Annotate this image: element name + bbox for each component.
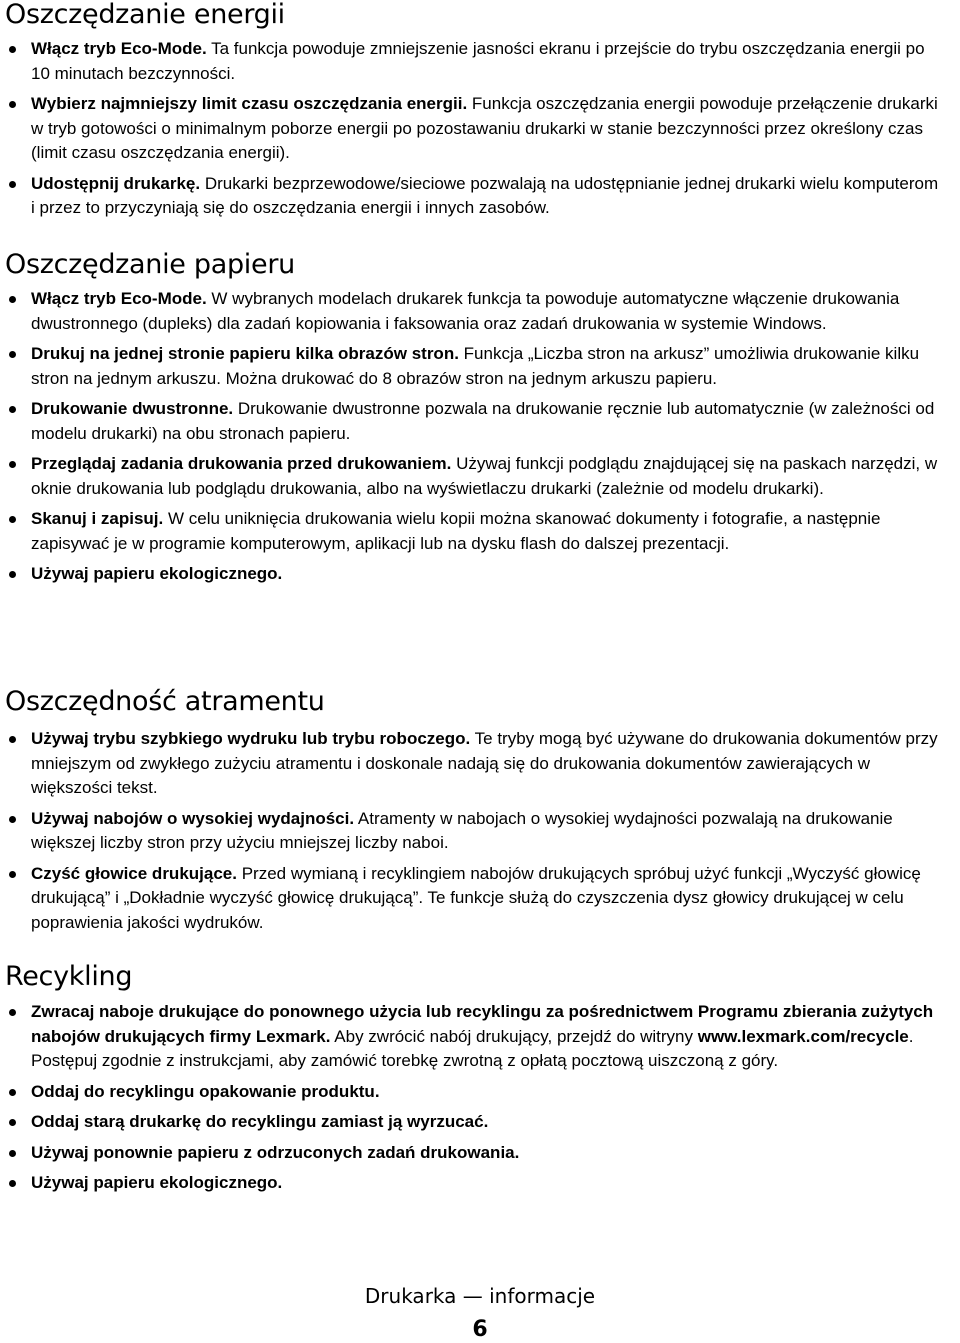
list-item: Zwracaj naboje drukujące do ponownego użycia lub recyklingu za pośrednictwem Programu zbierania zużytych nabojów drukujących firmy Lexmark. Aby zwrócić nabój drukujący, przejdź do witryny www.lexmark.com/recycle. Postępuj zgodnie z instrukcjami, aby zamówić torebkę zwrotną z opłatą pocztową uiszczoną z góry. [0, 1000, 960, 1074]
list-item: Drukowanie dwustronne. Drukowanie dwustronne pozwala na drukowanie ręcznie lub automatycznie (w zależności od modelu drukarki) na obu stronach papieru. [0, 397, 960, 446]
list-item: Używaj ponownie papieru z odrzuconych zadań drukowania. [0, 1141, 960, 1166]
footer-chapter-title: Drukarka — informacje [364, 1284, 596, 1308]
list-item: Używaj papieru ekologicznego. [0, 562, 960, 587]
recycle-url: www.lexmark.com/recycle [697, 1026, 909, 1046]
list-item: Przeglądaj zadania drukowania przed drukowaniem. Używaj funkcji podglądu znajdującej się na paskach narzędzi, w oknie drukowania lub podglądu drukowania, albo na wyświetlaczu drukarki (zależnie od modelu drukarki). [0, 452, 960, 501]
section-title-energy: Oszczędzanie energii [5, 0, 285, 30]
list-item: Używaj trybu szybkiego wydruku lub trybu roboczego. Te tryby mogą być używane do drukowania dokumentów przy mniejszym od zwykłego zużyciu atramentu i doskonale nadają się do drukowania dokumentów zawierających w większości tekst. [0, 727, 960, 801]
list-item: Udostępnij drukarkę. Drukarki bezprzewodowe/sieciowe pozwalają na udostępnianie jednej drukarki wielu komputerom i przez to przyczyniają się do oszczędzania energii i innych zasobów. [0, 172, 960, 221]
section-title-paper: Oszczędzanie papieru [5, 249, 295, 280]
list-item: Skanuj i zapisuj. W celu uniknięcia drukowania wielu kopii można skanować dokumenty i fotografie, a następnie zapisywać je w programie komputerowym, aplikacji lub na dysku flash do dalszej prezentacji. [0, 507, 960, 556]
ink-list [0, 727, 960, 935]
list-item: Czyść głowice drukujące. Przed wymianą i recyklingiem nabojów drukujących spróbuj użyć funkcji „Wyczyść głowicę drukującą” i „Dokładnie wyczyść głowicę drukującą”. Te funkcje służą do czyszczenia dysz głowicy drukującej w celu poprawienia jakości wydruków. [0, 862, 960, 936]
energy-list [0, 37, 960, 221]
list-item: Oddaj starą drukarkę do recyklingu zamiast ją wyrzucać. [0, 1110, 960, 1135]
list-item: Wybierz najmniejszy limit czasu oszczędzania energii. Funkcja oszczędzania energii powoduje przełączenie drukarki w tryb gotowości o minimalnym poborze energii po pozostawaniu drukarki w stanie bezczynności przez określony czas (limit czasu oszczędzania energii). [0, 92, 960, 166]
list-item: Drukuj na jednej stronie papieru kilka obrazów stron. Funkcja „Liczba stron na arkusz” umożliwia drukowanie kilku stron na jednym arkuszu. Można drukować do 8 obrazów stron na jednym arkuszu papieru. [0, 342, 960, 391]
paper-list [0, 287, 960, 587]
section-title-recycling: Recykling [5, 961, 133, 992]
list-item: Oddaj do recyklingu opakowanie produktu. [0, 1080, 960, 1105]
list-item: Włącz tryb Eco-Mode. W wybranych modelach drukarek funkcja ta powoduje automatyczne włączenie drukowania dwustronnego (dupleks) dla zadań kopiowania i faksowania oraz zadań drukowania w systemie Windows. [0, 287, 960, 336]
recycling-list [0, 1000, 960, 1196]
list-item: Używaj nabojów o wysokiej wydajności. Atramenty w nabojach o wysokiej wydajności pozwalają na drukowanie większej liczby stron przy użyciu mniejszej liczby naboi. [0, 807, 960, 856]
list-item: Włącz tryb Eco-Mode. Ta funkcja powoduje zmniejszenie jasności ekranu i przejście do trybu oszczędzania energii po 10 minutach bezczynności. [0, 37, 960, 86]
page-number: 6 [472, 1317, 488, 1342]
section-title-ink: Oszczędność atramentu [5, 686, 325, 717]
list-item: Używaj papieru ekologicznego. [0, 1171, 960, 1196]
